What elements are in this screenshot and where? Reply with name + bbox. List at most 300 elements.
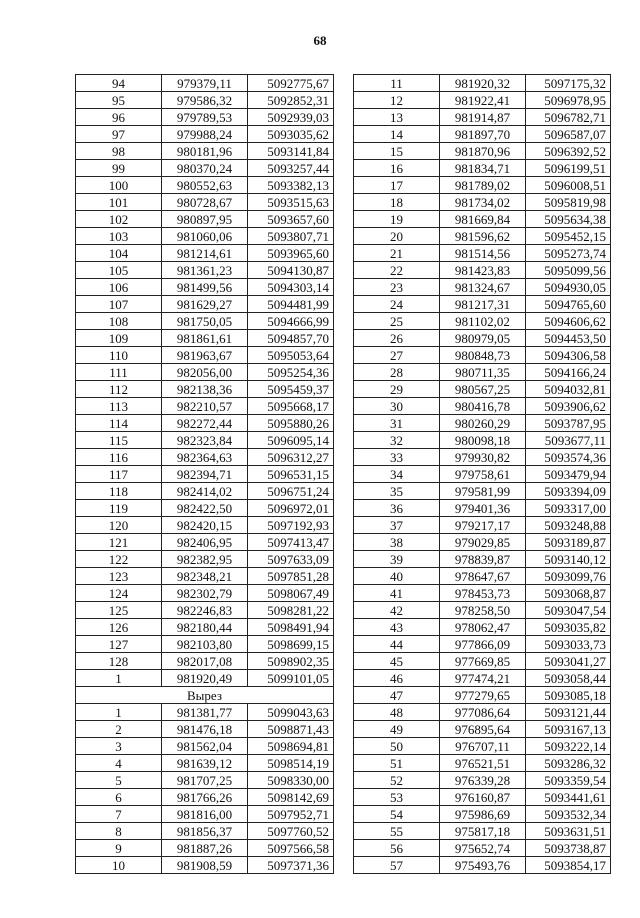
table-row xyxy=(76,228,334,245)
x-coordinate: 975493,76 xyxy=(440,857,526,874)
point-number: 25 xyxy=(354,313,440,330)
x-coordinate: 976160,87 xyxy=(440,789,526,806)
x-coordinate: 976707,11 xyxy=(440,738,526,755)
point-number: 101 xyxy=(76,194,162,211)
point-number: 116 xyxy=(76,449,162,466)
x-coordinate: 977669,85 xyxy=(440,653,526,670)
table-row xyxy=(354,857,611,874)
y-coordinate: 5098514,19 xyxy=(248,755,334,772)
x-coordinate: 982017,08 xyxy=(162,653,248,670)
x-coordinate: 982406,95 xyxy=(162,534,248,551)
table-row xyxy=(76,857,334,874)
table-row xyxy=(76,840,334,857)
x-coordinate: 980552,63 xyxy=(162,177,248,194)
point-number: 3 xyxy=(76,738,162,755)
table-row xyxy=(76,126,334,143)
x-coordinate: 982348,21 xyxy=(162,568,248,585)
x-coordinate: 981922,41 xyxy=(440,92,526,109)
y-coordinate: 5095053,64 xyxy=(248,347,334,364)
y-coordinate: 5094857,70 xyxy=(248,330,334,347)
table-row xyxy=(354,398,611,415)
table-row xyxy=(76,466,334,483)
table-row xyxy=(76,670,334,687)
point-number: 27 xyxy=(354,347,440,364)
x-coordinate: 981324,67 xyxy=(440,279,526,296)
point-number: 111 xyxy=(76,364,162,381)
y-coordinate: 5095254,36 xyxy=(248,364,334,381)
x-coordinate: 982364,63 xyxy=(162,449,248,466)
y-coordinate: 5097175,32 xyxy=(526,75,611,92)
x-coordinate: 976895,64 xyxy=(440,721,526,738)
x-coordinate: 976339,28 xyxy=(440,772,526,789)
x-coordinate: 981789,02 xyxy=(440,177,526,194)
table-row xyxy=(354,143,611,160)
table-row xyxy=(354,126,611,143)
table-row xyxy=(354,330,611,347)
point-number: 98 xyxy=(76,143,162,160)
y-coordinate: 5094303,14 xyxy=(248,279,334,296)
x-coordinate: 980416,78 xyxy=(440,398,526,415)
y-coordinate: 5092939,03 xyxy=(248,109,334,126)
point-number: 123 xyxy=(76,568,162,585)
table-row xyxy=(354,789,611,806)
x-coordinate: 981920,32 xyxy=(440,75,526,92)
point-number: 30 xyxy=(354,398,440,415)
table-row xyxy=(76,296,334,313)
point-number: 37 xyxy=(354,517,440,534)
table-row xyxy=(354,721,611,738)
y-coordinate: 5094306,58 xyxy=(526,347,611,364)
y-coordinate: 5093035,82 xyxy=(526,619,611,636)
x-coordinate: 981669,84 xyxy=(440,211,526,228)
y-coordinate: 5093286,32 xyxy=(526,755,611,772)
x-coordinate: 980979,05 xyxy=(440,330,526,347)
table-row xyxy=(76,568,334,585)
x-coordinate: 981963,67 xyxy=(162,347,248,364)
y-coordinate: 5094930,05 xyxy=(526,279,611,296)
table-row xyxy=(354,466,611,483)
point-number: 44 xyxy=(354,636,440,653)
y-coordinate: 5095273,74 xyxy=(526,245,611,262)
y-coordinate: 5097760,52 xyxy=(248,823,334,840)
point-number: 7 xyxy=(76,806,162,823)
table-row xyxy=(354,160,611,177)
x-coordinate: 978258,50 xyxy=(440,602,526,619)
table-row xyxy=(354,245,611,262)
table-row xyxy=(76,721,334,738)
point-number: 126 xyxy=(76,619,162,636)
table-row xyxy=(354,415,611,432)
table-row xyxy=(76,585,334,602)
table-row xyxy=(76,330,334,347)
y-coordinate: 5093657,60 xyxy=(248,211,334,228)
x-coordinate: 982246,83 xyxy=(162,602,248,619)
x-coordinate: 981897,70 xyxy=(440,126,526,143)
point-number: 8 xyxy=(76,823,162,840)
y-coordinate: 5093854,17 xyxy=(526,857,611,874)
table-row xyxy=(354,262,611,279)
table-row xyxy=(354,670,611,687)
point-number: 94 xyxy=(76,75,162,92)
table-row xyxy=(76,483,334,500)
x-coordinate: 979029,85 xyxy=(440,534,526,551)
x-coordinate: 981856,37 xyxy=(162,823,248,840)
point-number: 13 xyxy=(354,109,440,126)
x-coordinate: 979581,99 xyxy=(440,483,526,500)
table-row xyxy=(354,823,611,840)
x-coordinate: 978647,67 xyxy=(440,568,526,585)
y-coordinate: 5096392,52 xyxy=(526,143,611,160)
y-coordinate: 5095099,56 xyxy=(526,262,611,279)
table-row xyxy=(354,551,611,568)
y-coordinate: 5093574,36 xyxy=(526,449,611,466)
point-number: 11 xyxy=(354,75,440,92)
table-row xyxy=(354,279,611,296)
point-number: 97 xyxy=(76,126,162,143)
table-row xyxy=(76,347,334,364)
y-coordinate: 5096782,71 xyxy=(526,109,611,126)
point-number: 118 xyxy=(76,483,162,500)
y-coordinate: 5098902,35 xyxy=(248,653,334,670)
y-coordinate: 5096095,14 xyxy=(248,432,334,449)
point-number: 36 xyxy=(354,500,440,517)
x-coordinate: 980711,35 xyxy=(440,364,526,381)
point-number: 41 xyxy=(354,585,440,602)
y-coordinate: 5097566,58 xyxy=(248,840,334,857)
point-number: 1 xyxy=(76,704,162,721)
y-coordinate: 5096531,15 xyxy=(248,466,334,483)
y-coordinate: 5098330,00 xyxy=(248,772,334,789)
point-number: 45 xyxy=(354,653,440,670)
table-row xyxy=(76,75,334,92)
table-row xyxy=(76,109,334,126)
table-row xyxy=(76,449,334,466)
table-row xyxy=(354,296,611,313)
y-coordinate: 5093035,62 xyxy=(248,126,334,143)
y-coordinate: 5094666,99 xyxy=(248,313,334,330)
x-coordinate: 982210,57 xyxy=(162,398,248,415)
point-number: 14 xyxy=(354,126,440,143)
x-coordinate: 981707,25 xyxy=(162,772,248,789)
x-coordinate: 975817,18 xyxy=(440,823,526,840)
x-coordinate: 981423,83 xyxy=(440,262,526,279)
x-coordinate: 981870,96 xyxy=(440,143,526,160)
y-coordinate: 5093041,27 xyxy=(526,653,611,670)
x-coordinate: 982138,36 xyxy=(162,381,248,398)
coordinates-table-left xyxy=(75,74,334,874)
x-coordinate: 979586,32 xyxy=(162,92,248,109)
x-coordinate: 979379,11 xyxy=(162,75,248,92)
table-row xyxy=(76,517,334,534)
y-coordinate: 5099101,05 xyxy=(248,670,334,687)
y-coordinate: 5096587,07 xyxy=(526,126,611,143)
point-number: 46 xyxy=(354,670,440,687)
y-coordinate: 5093677,11 xyxy=(526,432,611,449)
x-coordinate: 982323,84 xyxy=(162,432,248,449)
point-number: 33 xyxy=(354,449,440,466)
point-number: 4 xyxy=(76,755,162,772)
point-number: 47 xyxy=(354,687,440,704)
table-row xyxy=(76,398,334,415)
point-number: 35 xyxy=(354,483,440,500)
table-row xyxy=(354,483,611,500)
y-coordinate: 5098281,22 xyxy=(248,602,334,619)
x-coordinate: 981476,18 xyxy=(162,721,248,738)
point-number: 32 xyxy=(354,432,440,449)
section-row xyxy=(76,687,334,704)
point-number: 55 xyxy=(354,823,440,840)
table-row xyxy=(76,143,334,160)
point-number: 52 xyxy=(354,772,440,789)
x-coordinate: 981217,31 xyxy=(440,296,526,313)
x-coordinate: 982180,44 xyxy=(162,619,248,636)
y-coordinate: 5093787,95 xyxy=(526,415,611,432)
y-coordinate: 5092775,67 xyxy=(248,75,334,92)
table-row xyxy=(76,313,334,330)
x-coordinate: 978062,47 xyxy=(440,619,526,636)
point-number: 127 xyxy=(76,636,162,653)
point-number: 12 xyxy=(354,92,440,109)
table-row xyxy=(354,806,611,823)
x-coordinate: 982414,02 xyxy=(162,483,248,500)
y-coordinate: 5095880,26 xyxy=(248,415,334,432)
point-number: 34 xyxy=(354,466,440,483)
table-row xyxy=(354,109,611,126)
y-coordinate: 5093248,88 xyxy=(526,517,611,534)
x-coordinate: 981734,02 xyxy=(440,194,526,211)
point-number: 17 xyxy=(354,177,440,194)
table-row xyxy=(76,432,334,449)
y-coordinate: 5097371,36 xyxy=(248,857,334,874)
point-number: 10 xyxy=(76,857,162,874)
table-row xyxy=(76,262,334,279)
x-coordinate: 980567,25 xyxy=(440,381,526,398)
table-row xyxy=(76,704,334,721)
point-number: 2 xyxy=(76,721,162,738)
x-coordinate: 978453,73 xyxy=(440,585,526,602)
point-number: 119 xyxy=(76,500,162,517)
y-coordinate: 5093965,60 xyxy=(248,245,334,262)
y-coordinate: 5093394,09 xyxy=(526,483,611,500)
point-number: 106 xyxy=(76,279,162,296)
point-number: 21 xyxy=(354,245,440,262)
table-row xyxy=(354,75,611,92)
table-row xyxy=(354,347,611,364)
point-number: 112 xyxy=(76,381,162,398)
point-number: 43 xyxy=(354,619,440,636)
table-row xyxy=(76,823,334,840)
y-coordinate: 5092852,31 xyxy=(248,92,334,109)
x-coordinate: 982056,00 xyxy=(162,364,248,381)
x-coordinate: 979789,53 xyxy=(162,109,248,126)
point-number: 105 xyxy=(76,262,162,279)
x-coordinate: 980181,96 xyxy=(162,143,248,160)
y-coordinate: 5097851,28 xyxy=(248,568,334,585)
y-coordinate: 5093532,34 xyxy=(526,806,611,823)
y-coordinate: 5094481,99 xyxy=(248,296,334,313)
y-coordinate: 5093222,14 xyxy=(526,738,611,755)
table-row xyxy=(76,364,334,381)
point-number: 109 xyxy=(76,330,162,347)
x-coordinate: 981102,02 xyxy=(440,313,526,330)
point-number: 51 xyxy=(354,755,440,772)
point-number: 26 xyxy=(354,330,440,347)
x-coordinate: 980848,73 xyxy=(440,347,526,364)
y-coordinate: 5096199,51 xyxy=(526,160,611,177)
table-row xyxy=(354,585,611,602)
y-coordinate: 5095668,17 xyxy=(248,398,334,415)
x-coordinate: 981834,71 xyxy=(440,160,526,177)
y-coordinate: 5094606,62 xyxy=(526,313,611,330)
y-coordinate: 5093359,54 xyxy=(526,772,611,789)
x-coordinate: 975986,69 xyxy=(440,806,526,823)
y-coordinate: 5098871,43 xyxy=(248,721,334,738)
x-coordinate: 981060,06 xyxy=(162,228,248,245)
y-coordinate: 5095452,15 xyxy=(526,228,611,245)
table-row xyxy=(76,92,334,109)
y-coordinate: 5098694,81 xyxy=(248,738,334,755)
x-coordinate: 982302,79 xyxy=(162,585,248,602)
point-number: 48 xyxy=(354,704,440,721)
table-row xyxy=(354,534,611,551)
table-row xyxy=(76,211,334,228)
x-coordinate: 981750,05 xyxy=(162,313,248,330)
table-row xyxy=(76,381,334,398)
table-row xyxy=(76,534,334,551)
table-row xyxy=(76,160,334,177)
point-number: 1 xyxy=(76,670,162,687)
x-coordinate: 981629,27 xyxy=(162,296,248,313)
y-coordinate: 5093515,63 xyxy=(248,194,334,211)
x-coordinate: 981887,26 xyxy=(162,840,248,857)
point-number: 115 xyxy=(76,432,162,449)
table-row xyxy=(76,177,334,194)
y-coordinate: 5096008,51 xyxy=(526,177,611,194)
y-coordinate: 5096751,24 xyxy=(248,483,334,500)
table-row xyxy=(76,636,334,653)
table-row xyxy=(354,313,611,330)
y-coordinate: 5094130,87 xyxy=(248,262,334,279)
point-number: 107 xyxy=(76,296,162,313)
table-row xyxy=(354,228,611,245)
y-coordinate: 5093738,87 xyxy=(526,840,611,857)
table-row xyxy=(354,772,611,789)
point-number: 20 xyxy=(354,228,440,245)
y-coordinate: 5099043,63 xyxy=(248,704,334,721)
point-number: 57 xyxy=(354,857,440,874)
x-coordinate: 981361,23 xyxy=(162,262,248,279)
table-row xyxy=(354,738,611,755)
y-coordinate: 5093099,76 xyxy=(526,568,611,585)
point-number: 38 xyxy=(354,534,440,551)
x-coordinate: 981914,87 xyxy=(440,109,526,126)
point-number: 54 xyxy=(354,806,440,823)
y-coordinate: 5098067,49 xyxy=(248,585,334,602)
page-number: 68 xyxy=(313,33,327,48)
x-coordinate: 980897,95 xyxy=(162,211,248,228)
table-row xyxy=(354,636,611,653)
y-coordinate: 5093140,12 xyxy=(526,551,611,568)
point-number: 100 xyxy=(76,177,162,194)
y-coordinate: 5093631,51 xyxy=(526,823,611,840)
x-coordinate: 981214,61 xyxy=(162,245,248,262)
point-number: 28 xyxy=(354,364,440,381)
point-number: 113 xyxy=(76,398,162,415)
point-number: 31 xyxy=(354,415,440,432)
x-coordinate: 980370,24 xyxy=(162,160,248,177)
x-coordinate: 981639,12 xyxy=(162,755,248,772)
point-number: 110 xyxy=(76,347,162,364)
table-row xyxy=(354,211,611,228)
table-row xyxy=(76,789,334,806)
point-number: 122 xyxy=(76,551,162,568)
point-number: 117 xyxy=(76,466,162,483)
y-coordinate: 5098491,94 xyxy=(248,619,334,636)
x-coordinate: 980098,18 xyxy=(440,432,526,449)
point-number: 42 xyxy=(354,602,440,619)
y-coordinate: 5093047,54 xyxy=(526,602,611,619)
table-row xyxy=(354,568,611,585)
point-number: 40 xyxy=(354,568,440,585)
y-coordinate: 5093382,13 xyxy=(248,177,334,194)
x-coordinate: 981381,77 xyxy=(162,704,248,721)
y-coordinate: 5094032,81 xyxy=(526,381,611,398)
table-row xyxy=(354,653,611,670)
x-coordinate: 981908,59 xyxy=(162,857,248,874)
point-number: 23 xyxy=(354,279,440,296)
y-coordinate: 5093141,84 xyxy=(248,143,334,160)
x-coordinate: 981920,49 xyxy=(162,670,248,687)
table-row xyxy=(76,279,334,296)
y-coordinate: 5093167,13 xyxy=(526,721,611,738)
coordinates-table-right xyxy=(353,74,611,874)
x-coordinate: 981596,62 xyxy=(440,228,526,245)
x-coordinate: 980728,67 xyxy=(162,194,248,211)
y-coordinate: 5097952,71 xyxy=(248,806,334,823)
y-coordinate: 5095459,37 xyxy=(248,381,334,398)
x-coordinate: 978839,87 xyxy=(440,551,526,568)
x-coordinate: 976521,51 xyxy=(440,755,526,772)
table-row xyxy=(354,92,611,109)
y-coordinate: 5096972,01 xyxy=(248,500,334,517)
y-coordinate: 5095819,98 xyxy=(526,194,611,211)
point-number: 49 xyxy=(354,721,440,738)
table-row xyxy=(354,840,611,857)
x-coordinate: 981562,04 xyxy=(162,738,248,755)
table-row xyxy=(354,194,611,211)
y-coordinate: 5094765,60 xyxy=(526,296,611,313)
table-row xyxy=(76,755,334,772)
point-number: 15 xyxy=(354,143,440,160)
table-row xyxy=(354,704,611,721)
x-coordinate: 982420,15 xyxy=(162,517,248,534)
point-number: 19 xyxy=(354,211,440,228)
point-number: 5 xyxy=(76,772,162,789)
table-row xyxy=(76,415,334,432)
x-coordinate: 982422,50 xyxy=(162,500,248,517)
table-row xyxy=(354,755,611,772)
table-row xyxy=(76,806,334,823)
point-number: 96 xyxy=(76,109,162,126)
x-coordinate: 977279,65 xyxy=(440,687,526,704)
point-number: 22 xyxy=(354,262,440,279)
table-row xyxy=(76,245,334,262)
y-coordinate: 5093121,44 xyxy=(526,704,611,721)
y-coordinate: 5096978,95 xyxy=(526,92,611,109)
x-coordinate: 979401,36 xyxy=(440,500,526,517)
table-row xyxy=(76,772,334,789)
x-coordinate: 977474,21 xyxy=(440,670,526,687)
